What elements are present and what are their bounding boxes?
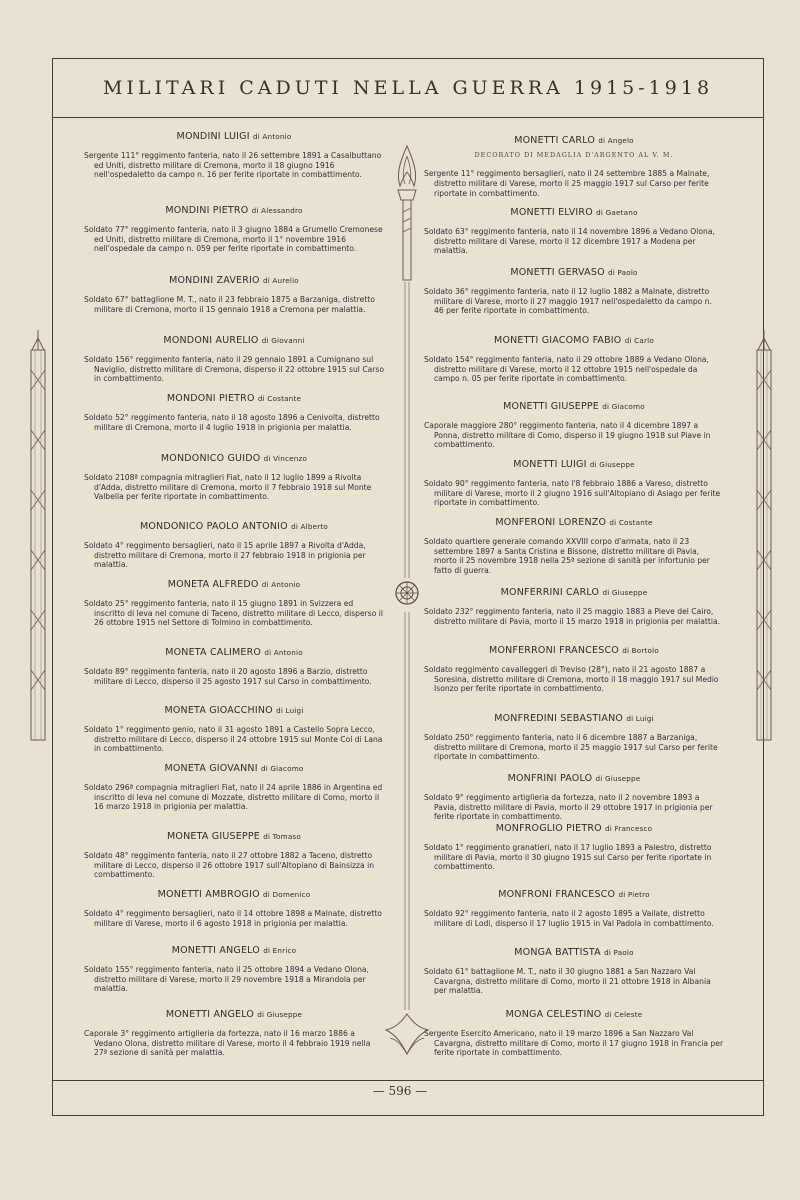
- entry-name: MONETTI GERVASO di Paolo: [510, 267, 638, 278]
- entry-body: Caporale maggiore 280° reggimento fanteria, nato il 4 dicembre 1897 a Ponna, distretto militare di Como, disperso il 19 giugno 1918 sul Piave in combattimento.: [424, 421, 711, 450]
- entry-name: MONETTI AMBROGIO di Domenico: [157, 889, 311, 900]
- entry: [424, 1010, 724, 1058]
- entry: [84, 580, 384, 628]
- entry: [424, 646, 724, 694]
- entry: [424, 714, 724, 762]
- entry: [84, 648, 384, 686]
- torch-ornament-icon: [392, 142, 422, 282]
- entry: [84, 206, 384, 254]
- entry-body: Soldato 156° reggimento fanteria, nato il 29 gennaio 1891 a Cumignano sul Naviglio, distretto militare di Cremona, disperso il 22 ottobre 1915 sul Carso in combattimento.: [84, 355, 385, 384]
- entry-name: MONGA CELESTINO di Celeste: [505, 1009, 643, 1020]
- entry-name: MONETA GIUSEPPE di Tomaso: [167, 831, 301, 842]
- entry-name: MONFERRONI FRANCESCO di Bortolo: [489, 645, 659, 656]
- entry-name: MONETTI ANGELO di Giuseppe: [165, 1009, 303, 1020]
- entry-name: MONDONICO GUIDO di Vincenzo: [160, 453, 308, 464]
- entry-body: Soldato 92° reggimento fanteria, nato il 2 agosto 1895 a Vailate, distretto militare di Lodi, disperso il 17 luglio 1915 in Val Padola in combattimento.: [424, 909, 714, 928]
- bottom-ornament-icon: [380, 1010, 434, 1058]
- right-fasces-ornament-icon: [752, 330, 776, 760]
- entry-body: Soldato 4° reggimento bersaglieri, nato il 14 ottobre 1898 a Malnate, distretto militare di Varese, morto il 6 agosto 1918 in prigionia per malattia.: [84, 909, 382, 928]
- entry-body: Sergente 111° reggimento fanteria, nato il 26 settembre 1891 a Casalbuttano ed Uniti, distretto militare di Cremona, morto il 18 giugno 1916 nell'ospedaletto da campo n. 16 per ferite riportate in combattimento.: [84, 151, 382, 180]
- entry: [84, 890, 384, 928]
- entry: [84, 132, 384, 180]
- entry-name: MONGA BATTISTA di Paolo: [514, 947, 634, 958]
- entry: [84, 336, 384, 384]
- entry-name: MONETTI GIUSEPPE di Giacomo: [503, 401, 645, 412]
- entry: [84, 764, 384, 812]
- entry: [424, 136, 724, 198]
- entry: [424, 890, 724, 928]
- entry: [84, 706, 384, 754]
- entry-name: MONDINI ZAVERIO di Aurelio: [169, 275, 299, 286]
- footer-rule: [52, 1080, 764, 1081]
- entry: [424, 460, 724, 508]
- entry: [84, 394, 384, 432]
- entry-name: MONFROGLIO PIETRO di Francesco: [495, 823, 653, 834]
- entry-body: Soldato reggimento cavalleggeri di Treviso (28°), nato il 21 agosto 1887 a Soresina, distretto militare di Cremona, morto il 18 maggio 1917 sul Medio Isonzo per ferite riportate in combattimento.: [424, 665, 719, 694]
- medallion-ornament-icon: [392, 578, 422, 608]
- entry-name: MONETTI CARLO di Angelo: [514, 135, 634, 146]
- page-header: [52, 58, 764, 118]
- entry: [84, 946, 384, 994]
- entry-name: MONDINI PIETRO di Alessandro: [165, 205, 303, 216]
- entry-body: Soldato 155° reggimento fanteria, nato il 25 ottobre 1894 a Vedano Olona, distretto militare di Varese, morto il 29 novembre 1918 a Mirandola per malattia.: [84, 965, 369, 994]
- entry: [424, 948, 724, 996]
- entry-name: MONETTI GIACOMO FABIO di Carlo: [494, 335, 654, 346]
- entry-body: Soldato 4° reggimento bersaglieri, nato il 15 aprile 1897 a Rivolta d'Adda, distretto militare di Cremona, morto il 27 febbraio 1918 in prigionia per malattia.: [84, 541, 366, 570]
- entry: [424, 268, 724, 316]
- page-title: MILITARI CADUTI NELLA GUERRA 1915-1918: [102, 76, 714, 99]
- entry-body: Soldato 61° battaglione M. T., nato il 30 giugno 1881 a San Nazzaro Val Cavargna, distretto militare di Como, morto il 21 ottobre 1918 in Albania per malattia.: [424, 967, 711, 996]
- entry: [84, 1010, 384, 1058]
- entry-body: Soldato 296ª compagnia mitraglieri Fiat, nato il 24 aprile 1886 in Argentina ed inscritto di leva nel comune di Mozzate, distretto militare di Como, morto il 16 marzo 1918 in prigionia per malattia.: [84, 783, 383, 812]
- entry: [424, 824, 724, 872]
- entry-name: MONFREDINI SEBASTIANO di Luigi: [494, 713, 654, 724]
- entry-body: Soldato 90° reggimento fanteria, nato l'8 febbraio 1886 a Vareso, distretto militare di Varese, morto il 2 giugno 1916 sull'Altopiano di Asiago per ferite riportate in combattimento.: [424, 479, 721, 508]
- entry-name: MONFERRINI CARLO di Giuseppe: [500, 587, 648, 598]
- entry-body: Soldato quartiere generale comando XXVIII corpo d'armata, nato il 23 settembre 1897 a Santa Cristina e Bissone, distretto militare di Pavia, morto il 25 novembre 1918 nella 25ª sezione di sanità per infortunio per fatto di guerra.: [424, 537, 710, 575]
- entry-body: Soldato 250° reggimento fanteria, nato il 6 dicembre 1887 a Barzaniga, distretto militare di Cremona, morto il 25 maggio 1917 sul Carso per ferite riportate in combattimento.: [424, 733, 718, 762]
- entry-name: MONDINI LUIGI di Antonio: [176, 131, 292, 142]
- entry: [84, 832, 384, 880]
- entry-body: Soldato 36° reggimento fanteria, nato il 12 luglio 1882 a Malnate, distretto militare di Varese, morto il 27 maggio 1917 nell'ospedaletto da campo n. 46 per ferite riportate in combattimento.: [424, 287, 712, 316]
- entry-body: Soldato 232° reggimento fanteria, nato il 25 maggio 1883 a Pieve del Cairo, distretto militare di Pavia, morto il 15 marzo 1918 in prigionia per malattia.: [424, 607, 721, 626]
- entry-name: MONFRONI FRANCESCO di Pietro: [498, 889, 650, 900]
- entry-decoration: DECORATO DI MEDAGLIA D'ARGENTO AL V. M.: [474, 151, 674, 160]
- entry-name: MONDONI PIETRO di Costante: [166, 393, 302, 404]
- entry-name: MONETA GIOACCHINO di Luigi: [164, 705, 304, 716]
- entry-name: MONETA GIOVANNI di Giacomo: [164, 763, 304, 774]
- center-stem-ornament: [403, 282, 411, 1022]
- entry-name: MONETA CALIMERO di Antonio: [165, 647, 303, 658]
- entry-body: Sergente 11° reggimento bersaglieri, nato il 24 settembre 1885 a Malnate, distretto militare di Varese, morto il 25 maggio 1917 sul Carso per ferite riportate in combattimento.: [424, 169, 710, 198]
- entry: [424, 208, 724, 256]
- entry: [424, 336, 724, 384]
- entry-body: Soldato 48° reggimento fanteria, nato il 27 ottobre 1882 a Taceno, distretto militare di Lecco, disperso il 26 ottobre 1917 sull'Altopiano di Bainsizza in combattimento.: [84, 851, 375, 880]
- entry-body: Sergente Esercito Americano, nato il 19 marzo 1896 a San Nazzaro Val Cavargna, distretto militare di Como, morto il 17 giugno 1918 in Francia per ferite riportate in combattimento.: [424, 1029, 724, 1058]
- entry-body: Soldato 89° reggimento fanteria, nato il 20 agosto 1896 a Barzio, distretto militare di Lecco, disperso il 25 agosto 1917 sul Carso in combattimento.: [84, 667, 372, 686]
- entry-name: MONDONI AURELIO di Giovanni: [163, 335, 305, 346]
- entry: [84, 522, 384, 570]
- entry: [424, 588, 724, 626]
- page-number: — 596 —: [372, 1084, 428, 1098]
- entry-name: MONETTI ELVIRO di Gaetano: [510, 207, 638, 218]
- entry-name: MONETA ALFREDO di Antonio: [167, 579, 301, 590]
- entry-body: Soldato 77° reggimento fanteria, nato il 3 giugno 1884 a Grumello Cremonese ed Uniti, distretto militare di Cremona, morto il 1° novembre 1916 nell'ospedale da campo n. 059 per ferite riportate in combattimento.: [84, 225, 383, 254]
- entry-name: MONDONICO PAOLO ANTONIO di Alberto: [139, 521, 329, 532]
- entry-body: Soldato 63° reggimento fanteria, nato il 14 novembre 1896 a Vedano Olona, distretto militare di Varese, morto il 12 dicembre 1917 a Modena per malattia.: [424, 227, 715, 256]
- entry-body: Soldato 67° battaglione M. T., nato il 23 febbraio 1875 a Barzaniga, distretto militare di Cremona, morto il 15 gennaio 1918 a Cremona per malattia.: [84, 295, 375, 314]
- entry-body: Caporale 3° reggimento artiglieria da fortezza, nato il 16 marzo 1886 a Vedano Olona, distretto militare di Varese, morto il 4 febbraio 1919 nella 27ª sezione di sanità per malattia.: [84, 1029, 371, 1058]
- entry-name: MONETTI LUIGI di Giuseppe: [513, 459, 635, 470]
- entry-name: MONETTI ANGELO di Enrico: [171, 945, 297, 956]
- entry-body: Soldato 52° reggimento fanteria, nato il 18 agosto 1896 a Cenivolta, distretto militare di Cremona, morto il 4 luglio 1918 in prigionia per malattia.: [84, 413, 380, 432]
- entry-body: Soldato 9° reggimento artiglieria da fortezza, nato il 2 novembre 1893 a Pavia, distretto militare di Pavia, morto il 29 ottobre 1917 in prigionia per ferite riportate in combattimento.: [424, 793, 713, 822]
- entry-body: Soldato 2108ª compagnia mitraglieri Fiat, nato il 12 luglio 1899 a Rivolta d'Adda, distretto militare di Cremona, morto il 7 febbraio 1918 sul Monte Valbella per ferite riportate in combattimento.: [84, 473, 372, 502]
- entry: [84, 276, 384, 314]
- entry: [424, 402, 724, 450]
- entry-body: Soldato 154° reggimento fanteria, nato il 29 ottobre 1889 a Vedano Olona, distretto militare di Varese, morto il 12 ottobre 1915 nell'ospedale da campo n. 05 per ferite riportate in combattimento.: [424, 355, 709, 384]
- entry-body: Soldato 1° reggimento granatieri, nato il 17 luglio 1893 a Palestro, distretto militare di Pavia, morto il 30 giugno 1915 sul Carso per ferite riportate in combattimento.: [424, 843, 712, 872]
- left-fasces-ornament-icon: [26, 330, 50, 760]
- entry-name: MONFRINI PAOLO di Giuseppe: [507, 773, 641, 784]
- entry-body: Soldato 1° reggimento genio, nato il 31 agosto 1891 a Castello Sopra Lecco, distretto militare di Lecco, disperso il 24 ottobre 1915 sul Monte Col di Lana in combattimento.: [84, 725, 383, 754]
- entry-body: Soldato 25° reggimento fanteria, nato il 15 giugno 1891 in Svizzera ed inscritto di leva nel comune di Taceno, distretto militare di Lecco, disperso il 26 ottobre 1915 nel Settore di Tolmino in combattimento.: [84, 599, 384, 628]
- entry: [84, 454, 384, 502]
- entry: [424, 518, 724, 576]
- entry: [424, 774, 724, 822]
- entry-name: MONFERONI LORENZO di Costante: [495, 517, 653, 528]
